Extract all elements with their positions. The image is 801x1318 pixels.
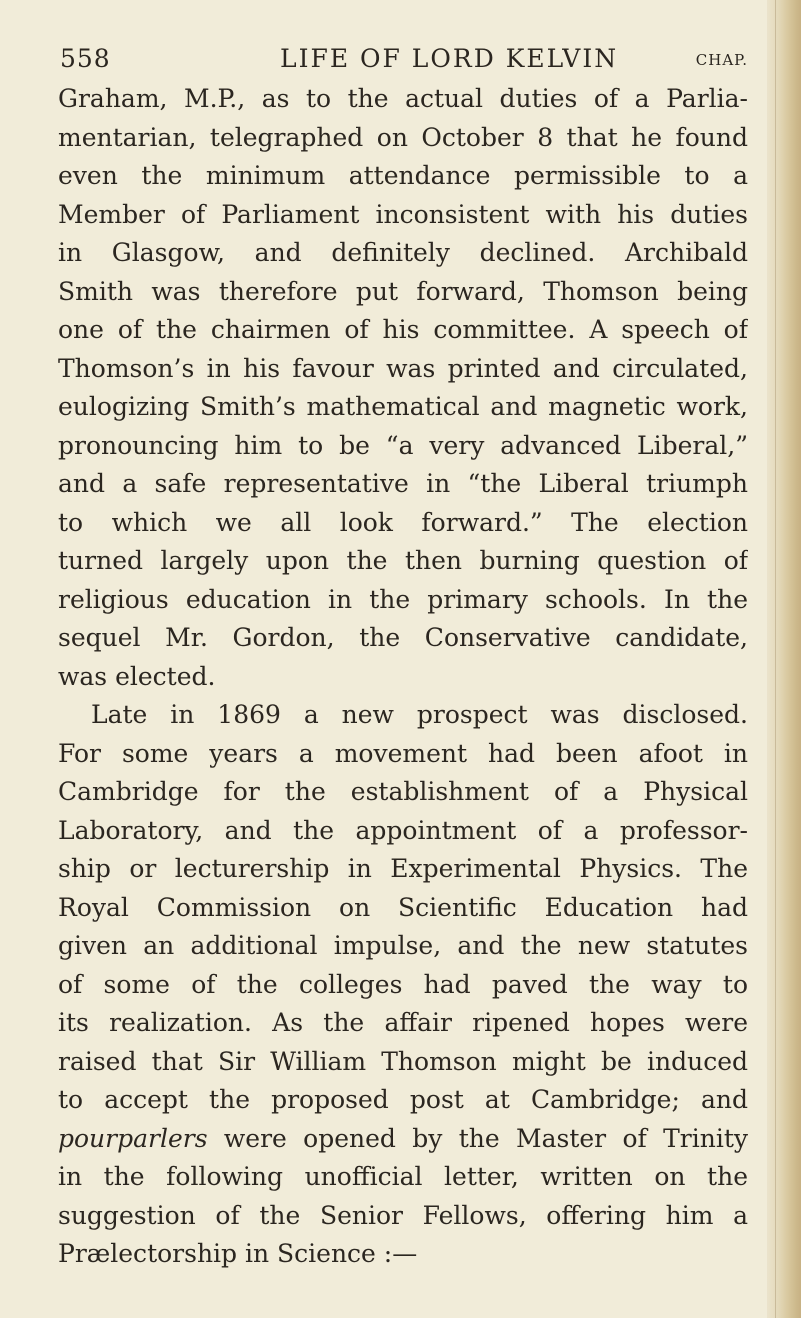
- text-line: religious education in the primary schools. In the: [58, 584, 748, 614]
- text-line: one of the chairmen of his committee. A speech of: [58, 315, 748, 344]
- text-line: and a safe representative in “the Liberal triumph: [58, 469, 748, 498]
- text-line: suggestion of the Senior Fellows, offering him a: [58, 1200, 748, 1230]
- text-line: given an additional impulse, and the new statutes: [58, 931, 748, 960]
- text-line: raised that Sir William Thomson might be induced: [58, 1046, 748, 1076]
- text-line: Royal Commission on Scientific Education had: [58, 892, 748, 922]
- text-line: Thomson’s in his favour was printed and circulated,: [58, 353, 748, 383]
- text-line: sequel Mr. Gordon, the Conservative candidate,: [58, 623, 748, 652]
- text-line: of some of the colleges had paved the way to: [58, 969, 748, 999]
- running-header: [58, 44, 748, 78]
- text-line: Smith was therefore put forward, Thomson being: [58, 276, 748, 306]
- body-text: [58, 80, 748, 1274]
- text-line: pourparlers were opened by the Master of Trinity: [58, 1123, 748, 1153]
- text-line: even the minimum attendance permissible to a: [58, 161, 748, 190]
- running-title: LIFE OF LORD KELVIN: [280, 44, 619, 73]
- page-number: 558: [60, 44, 111, 73]
- text-line: its realization. As the affair ripened hopes were: [58, 1008, 748, 1037]
- text-line: Late in 1869 a new prospect was disclosed.: [91, 700, 748, 729]
- text-line: in Glasgow, and definitely declined. Archibald: [58, 238, 748, 267]
- page-edge: [767, 0, 801, 1318]
- text-line: Laboratory, and the appointment of a professor-: [58, 815, 748, 845]
- text-line: Member of Parliament inconsistent with his duties: [58, 199, 748, 229]
- chapter-label: CHAP.: [695, 51, 748, 69]
- text-line: For some years a movement had been afoot in: [58, 738, 748, 768]
- text-line: to accept the proposed post at Cambridge; and: [58, 1085, 748, 1114]
- text-line: mentarian, telegraphed on October 8 that he found: [58, 122, 748, 152]
- text-line: Graham, M.P., as to the actual duties of a Parlia-: [58, 84, 748, 113]
- text-line: pronouncing him to be “a very advanced Liberal,”: [58, 430, 748, 460]
- text-line: in the following unofficial letter, written on the: [58, 1162, 748, 1191]
- text-line: eulogizing Smith’s mathematical and magnetic work,: [58, 392, 748, 421]
- text-line: Prælectorship in Science :—: [58, 1239, 418, 1268]
- text-line: was elected.: [58, 661, 216, 691]
- text-line: Cambridge for the establishment of a Physical: [58, 777, 748, 806]
- text-line: ship or lecturership in Experimental Physics. The: [58, 854, 748, 883]
- text-line: turned largely upon the then burning question of: [58, 546, 748, 575]
- text-line: to which we all look forward.” The election: [58, 507, 748, 537]
